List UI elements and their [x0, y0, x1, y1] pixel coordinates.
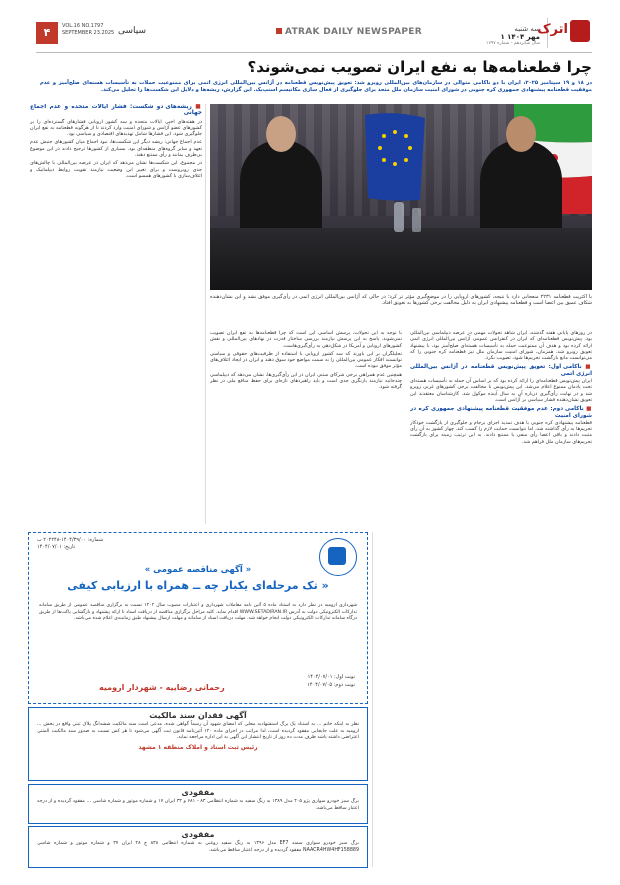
subheading: ■ ناکامی اول: تعویق پیش‌نویس قطعنامه در آژانس بین‌المللی انرژی اتمی [410, 364, 592, 377]
paragraph: قطعنامه پیشنهادی کره جنوبی با هدف تمدید اجرای برجام و جلوگیری از بازگشت خودکار تحریم‌ها به رأی گذاشته شد، اما نتوانست حمایت لازم را کسب کند. چهار کشور به آن رأی مثبت دادند و باقی اعضا رأی منفی یا ممتنع دادند. به این ترتیب زمینه برای بازگشت تحریم‌های سازمان ملل فراهم شد. [410, 419, 592, 445]
paper-name: ATRAK DAILY NEWSPAPER [285, 27, 422, 37]
section-name: سیاسی [118, 26, 147, 36]
tender-body: شهرداری ارومیه در نظر دارد به استناد ماده ۵ آئین نامه معاملات شهرداری و اعتبارات مصوب سال ۱۴۰۴ نسبت به برگزاری مناقصه عمومی از طریق سامانه تدارکات الکترونیکی دولت به آدرس WWW.SETADIRAN.IR اقدام نماید. کلیه مراحل برگزاری مناقصه از دریافت اسناد تا ارائه پیشنهاد و بازگشایی پاکت‌ها از طریق درگاه سامانه تدارکات الکترونیکی دولت انجام خواهد شد. مهلت دریافت اسناد از سامانه و مهلت ارسال پیشنهاد طبق زمانبندی اعلام شده می‌باشد. [39, 603, 358, 621]
paragraph: در روزهای پایانی هفته گذشته، ایران شاهد تحولات مهمی در عرصه دیپلماسی بین‌المللی بود. پیش‌نویس قطعنامه‌ای که ایران در کنفرانس عمومی آژانس بین‌المللی انرژی اتمی ارائه کرده بود و هدف آن ممنوعیت حمله به تأسیسات هسته‌ای صلح‌آمیز بود، با پیشنهاد تعویق روبرو شد. همزمان، شورای امنیت سازمان ملل نیز قطعنامه کره جنوبی را که می‌توانست مانع بازگشت تحریم‌ها شود، تصویب نکرد. [410, 330, 592, 362]
article-photo [210, 104, 592, 290]
lost-notice-2 [28, 826, 368, 868]
left-delegate-head [266, 116, 296, 152]
lost-deed-signer: رئیس ثبت اسناد و املاک منطقه ۱ مشهد [138, 743, 258, 751]
tender-title: « آگهی مناقصه عمومی » [144, 565, 252, 575]
logo-word: اترک [537, 22, 568, 37]
date-block [480, 25, 540, 46]
persian-date: ۱ مهر ۱۴۰۴ [500, 33, 540, 41]
side-feature [30, 104, 202, 524]
lost-notice-1-body: برگ سبز خودرو سواری پژو ۴۰۵ مدل ۱۳۸۹ به رنگ سفید به شماره انتظامی ۸۳ - ۶۸۱ و ۳۳ ایران ۱۷ و شماره موتور و شماره شاسی ... مفقود گردیده و از درجه اعتبار ساقط می‌باشد. [37, 799, 359, 811]
ad-divider [372, 532, 373, 867]
lost-notice-1-title: مفقودی [181, 788, 215, 797]
article-column-middle [210, 330, 402, 526]
english-date: SEPTEMBER 23.2025 [62, 30, 115, 36]
article-column-right [410, 330, 592, 870]
paragraph: در مجموع، این شکست‌ها نشان می‌دهد که ایران در عرصه بین‌المللی با چالش‌های جدی روبروست و برای تغییر این وضعیت نیازمند تقویت روابط دیپلماتیک و ائتلاف‌سازی با کشورهای همسو است. [30, 160, 202, 179]
tender-date: تاریخ: ۱۴۰۴/۰۷/۰۱ [37, 544, 76, 550]
article-lead: در ۱۸ و ۱۹ سپتامبر ۲۰۲۵، ایران با دو ناکامی متوالی در سازمان‌های بین‌المللی روبرو شد: تعویق پیش‌نویس قطعنامه در آژانس بین‌المللی انرژی اتمی برای ممنوعیت حملات به تأسیسات هسته‌ای صلح‌آمیز و عدم موفقیت قطعنامه پیشنهادی جمهوری کره جنوبی در شورای امنیت سازمان ملل متحد برای جلوگیری از فعال سازی مکانیسم اسنپ‌بک. این گزارش، ریشه‌ها و دلایل این شکست‌ها را تحلیل می‌کند. [40, 80, 592, 93]
lost-notice-2-body: برگ سبز خودرو سواری سمند EF7 مدل ۱۳۹۶ به رنگ سفید روغنی به شماره انتظامی ۸۳۸ ج ۴۸ ایران ۳۷ و شماره موتور و شماره شاسی NAACR4HW4HF158889 مفقود گردیده و از درجه اعتبار ساقط می‌باشد. [37, 841, 359, 853]
publish-date-1: نوبت اول: ۱۴۰۴/۰۷/۰۱ [307, 674, 355, 680]
publish-date-2: نوبت دوم: ۱۴۰۴/۰۷/۰۵ [307, 682, 355, 688]
paragraph: در هفته‌های اخیر، ایالات متحده و سه کشور اروپایی فشارهای گسترده‌ای را بر کشورهای عضو آژانس و شورای امنیت وارد کردند تا از هرگونه قطعنامه به نفع ایران جلوگیری شود. این فشارها شامل تهدیدهای اقتصادی و سیاسی بود. [30, 118, 202, 138]
square-bullet-icon [276, 28, 282, 34]
tender-subtitle: تک مرحله‌ای یکبار چه ــ همراه با ارزیابی کیفی » [67, 579, 329, 592]
weekday: سه شنبه [514, 25, 540, 33]
water-bottles-icon [390, 194, 430, 234]
conference-table [210, 228, 592, 290]
logo-seal-icon [570, 20, 590, 42]
paragraph: تحلیلگران بر این باورند که سه کشور اروپایی با استفاده از ظرفیت‌های حقوقی و سیاسی توانستند افکار عمومی بین‌المللی را به سمت مواضع خود سوق دهند و ایران در ایجاد ائتلاف‌های مؤثر موفق نبوده است. [210, 350, 402, 370]
tender-publish-dates [307, 673, 355, 689]
tender-signature: رحمانی رضاییه - شهردار ارومیه [99, 683, 225, 692]
lost-deed-title: آگهی فقدان سند مالکیت [149, 711, 247, 720]
paragraph: ایران پیش‌نویس قطعنامه‌ای را ارائه کرده بود که بر اساس آن حمله به تأسیسات هسته‌ای تحت پادمان ممنوع اعلام می‌شد. این پیش‌نویس با مخالفت برخی کشورهای غربی روبرو شد و در نهایت رأی‌گیری درباره آن به سال آینده موکول شد. کارشناسان معتقدند این تعویق نشان‌دهنده فشار سیاسی بر آژانس است. [410, 378, 592, 403]
right-delegate-head [506, 116, 536, 152]
tender-number: شماره: ۱۴۰۴/۳۹/۰۰-۲۰۲۲۴۸ ب [37, 537, 104, 543]
lost-deed-notice [28, 707, 368, 781]
volume-number: VOL.16 NO.1797 [62, 23, 104, 29]
page-number: ۴ [36, 22, 58, 44]
tender-ref [37, 537, 103, 551]
paragraph: همچنین عدم همراهی برخی شرکای سنتی ایران در این رأی‌گیری‌ها، نشان می‌دهد که دیپلماسی چندجانبه نیازمند بازنگری جدی است و باید راهبردهای تازه‌ای برای حفظ منافع ملی در نظر گرفته شود. [210, 371, 402, 391]
photo-caption: با اکثریت قطعنامه ۲۲۳۱ منعجابی دارد با نتیجه، کشورهای اروپایی را در موضع‌گیری مؤثر تر کرد؛ در حالی که آژانس بین‌المللی انرژی اتمی در رأی‌گیری موفق نشد و این نشان‌دهنده شکاف عمیق بین اعضا است و قطعنامه پیشنهادی ایران به دلیل مخالفت برخی کشورها به تعویق افتاد. [210, 294, 592, 307]
paragraph: با توجه به این تحولات، پرسش اساسی این است که چرا قطعنامه‌ها به نفع ایران تصویب نمی‌شوند. پاسخ به این پرسش نیازمند بررسی ساختار قدرت در نهادهای بین‌المللی و نقش کشورهای اروپایی و آمریکا در شکل‌دهی به رأی‌گیری‌هاست. [210, 330, 402, 349]
eu-flag-icon [360, 110, 430, 205]
lost-notice-1 [28, 784, 368, 824]
lost-notice-2-title: مفقودی [181, 830, 215, 839]
column-divider [205, 104, 206, 524]
newspaper-logo [537, 18, 592, 48]
subheading: ■ ناکامی دوم: عدم موفقیت قطعنامه پیشنهادی جمهوری کره در شورای امنیت [410, 406, 592, 419]
tender-advertisement [28, 532, 368, 704]
article-headline: چرا قطعنامه‌ها به نفع ایران تصویب نمی‌شوند؟ [247, 58, 592, 76]
side-feature-title: ■ ریشه‌های دو شکست: فشار ایالات متحده و عدم اجماع جهانی [30, 104, 202, 117]
paragraph: عدم اجماع جهانی: ریشه دیگر این شکست‌ها، نبود اجماع میان کشورهای جنبش عدم تعهد و سایر گروه‌های منطقه‌ای بود. بسیاری از کشورها ترجیح دادند در این موضوع بی‌طرف بمانند و رأی ممتنع دهند. [30, 139, 202, 159]
volume-info [62, 23, 114, 37]
lost-deed-body: نظر به اینکه خانم ... به استناد یک برگ استشهادیه محلی که امضای شهود آن رسماً گواهی شده، مدعی است سند مالکیت ششدانگ پلاک ثبتی واقع در بخش ... ارومیه به علت جابجایی مفقود گردیده است، لذا مراتب در اجرای ماده ۱۲۰ آئین‌نامه قانون ثبت آگهی می‌شود تا هر کس نسبت به صدور سند مالکیت المثنی اعتراضی داشته باشد ظرف مدت ده روز از تاریخ انتشار این آگهی به این اداره مراجعه نماید. [37, 722, 359, 740]
page-header [36, 22, 592, 53]
issue-info: سال شانزدهم - شماره ۱۷۹۷ [486, 41, 540, 46]
paper-name-line [276, 27, 422, 37]
